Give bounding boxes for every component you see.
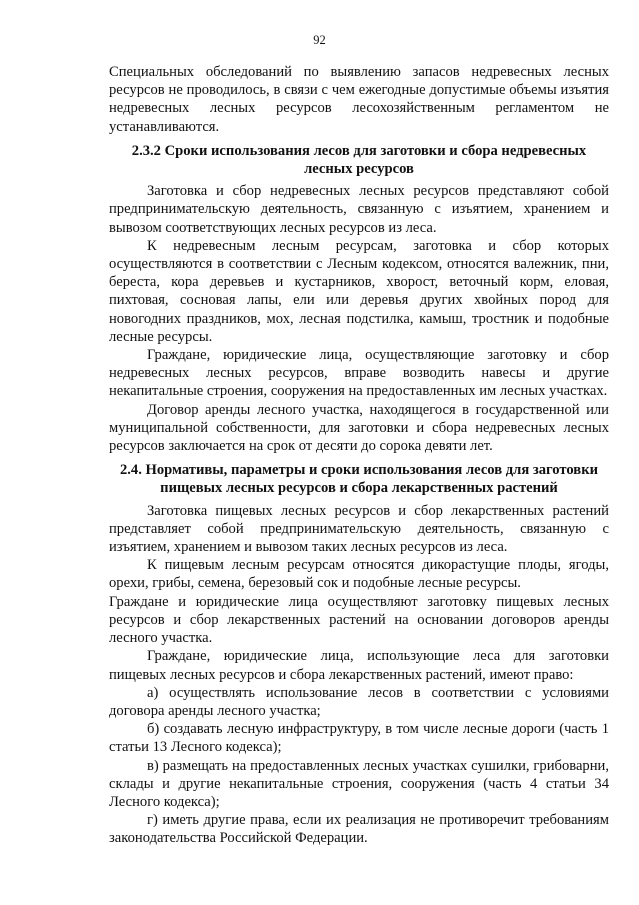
section-2-4-paragraph: Заготовка пищевых лесных ресурсов и сбор лекарственных растений представляет собой предпринимательскую деятельность, связанную с изъятием, хранением и вывозом таких лесных ресурсов из леса. bbox=[109, 502, 609, 556]
section-2-3-2-paragraph: Заготовка и сбор недревесных лесных ресурсов представляют собой предпринимательскую деятельность, связанную с изъятием, хранением и вывозом соответствующих лесных ресурсов из леса. bbox=[109, 183, 609, 236]
rights-list-item: г) иметь другие права, если их реализация не противоречит требованиям законодательства Российской Федерации. bbox=[109, 812, 609, 847]
section-2-4-paragraph: Граждане, юридические лица, использующие леса для заготовки пищевых лесных ресурсов и сбора лекарственных растений, имеют право: bbox=[109, 648, 609, 683]
section-2-3-2-paragraph: К недревесным лесным ресурсам, заготовка и сбор которых осуществляются в соответствии с Лесным кодексом, относятся валежник, пни, береста, кора деревьев и кустарников, хворост, веточный корм, еловая, пихтовая, сосновая лапы, ели или деревья других хвойных пород для новогодних праздников, мох, лесная подстилка, камыш, тростник и подобные лесные ресурсы. bbox=[109, 237, 609, 345]
section-2-4-paragraph: Граждане и юридические лица осуществляют заготовку пищевых лесных ресурсов и сбор лекарственных растений на основании договоров аренды лесного участка. bbox=[109, 593, 609, 647]
section-2-3-2-paragraph: Договор аренды лесного участка, находящегося в государственной или муниципальной собственности, для заготовки и сбора недревесных лесных ресурсов заключается на срок от десяти до сорока девяти лет. bbox=[109, 401, 609, 455]
rights-list-item: а) осуществлять использование лесов в соответствии с условиями договора аренды лесного участка; bbox=[109, 684, 609, 719]
intro-paragraph: Специальных обследований по выявлению запасов недревесных лесных ресурсов не проводилось, в связи с чем ежегодные допустимые объемы изъятия недревесных лесных ресурсов лесохозяйственным регламентом не устанавливаются. bbox=[109, 64, 609, 135]
rights-list-item: в) размещать на предоставленных лесных участках сушилки, грибоварни, склады и другие некапитальные строения, сооружения (часть 4 статьи 34 Лесного кодекса); bbox=[109, 757, 609, 810]
section-2-3-2-paragraph: Граждане, юридические лица, осуществляющие заготовку и сбор недревесных лесных ресурсов, вправе возводить навесы и другие некапитальные строения, сооружения на предоставленных им лесных участках. bbox=[109, 347, 609, 400]
section-heading-2-3-2: 2.3.2 Сроки использования лесов для заготовки и сбора недревесных лесных ресурсов bbox=[131, 142, 587, 178]
page-number: 92 bbox=[313, 33, 326, 47]
page-content bbox=[109, 63, 609, 848]
section-2-4-paragraph: К пищевым лесным ресурсам относятся дикорастущие плоды, ягоды, орехи, грибы, семена, березовый сок и подобные лесные ресурсы. bbox=[109, 557, 609, 592]
section-heading-2-4: 2.4. Нормативы, параметры и сроки использования лесов для заготовки пищевых лесных ресурсов и сбора лекарственных растений bbox=[119, 462, 599, 497]
rights-list-item: б) создавать лесную инфраструктуру, в том числе лесные дороги (часть 1 статьи 13 Лесного кодекса); bbox=[109, 721, 609, 756]
